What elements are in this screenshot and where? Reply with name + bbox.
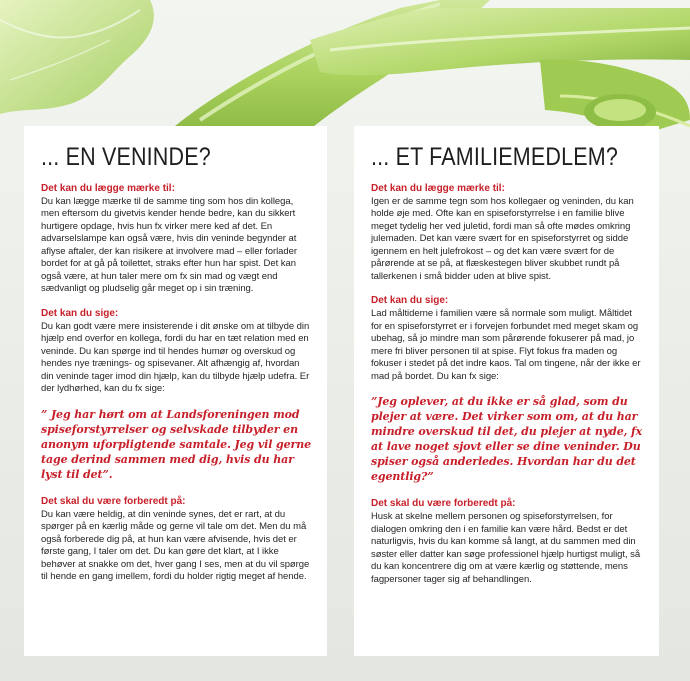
veninde-card [24, 126, 327, 656]
section-body: Lad måltiderne i familien være så normale som muligt. Måltidet for en spiseforstyrret er i forvejen forbundet med meget skam og ubehag, så jo mindre man som pårørende fokuserer på mad, jo mere fri bliver personen til at spise. Flyt fokus fra maden og fokuser i stedet på det indre kaos. Tal om tingene, når der ikke er mad på bordet. Du kan fx sige: [371, 308, 641, 382]
section-body: Du kan godt være mere insisterende i dit ønske om at tilbyde din hjælp end overfor en kollega, fordi du har en tæt relation med en veninde. Du kan spørge ind til hendes humør og overskud og hendes nye trænings- og spisevaner. Alt afhængig af, hvordan din veninde tager imod din hjælp, kan du tilbyde hjælp udefra. Er der lydhørhed, kan du fx sige: [41, 320, 310, 395]
card-title: ... EN VENINDE? [41, 143, 211, 171]
section-heading: Det kan du sige: [371, 295, 449, 307]
section-heading: Det kan du sige: [41, 307, 119, 319]
section-body: Du kan være heldig, at din veninde synes, det er rart, at du spørger på en kærlig måde og gerne vil tale om det. Men du må også forberede dig på, at hun kan være afvisende, hvis det er første gang, I taler om det. Du kan gøre det klart, at I ikke behøver at snakke om det, hver gang I ses, men at du vil spørge til hende en gang imellem, fordi du holder rigtig meget af hende. [41, 508, 310, 583]
section-body: Du kan lægge mærke til de samme ting som hos din kollega, men eftersom du givetvis kender hende bedre, kan du sikkert hurtigere opdage, hvis hun fx virker mere ked af det. En advarselslampe kan også være, hvis din veninde begynder at aflyse aftaler, der kan risikere at involvere mad – eller forlader bordet for at gå på toilettet, straks efter hun har spist. Det kan også være, at hun taler mere om fx sin mad og vægt end sædvanligt og pludselig går meget op i sin træning. [41, 195, 297, 295]
section-heading: Det kan du lægge mærke til: [371, 182, 505, 194]
section-heading: Det skal du være forberedt på: [41, 495, 186, 507]
quote-text: ”Jeg oplever, at du ikke er så glad, som du plejer at være. Det virker som om, at du har mindre overskud til det, du plejer at nyde, fx at lave noget sjovt eller se dine veninder. Du spiser også anderledes. Hvordan har du det egentlig?” [371, 395, 643, 484]
section-body: Husk at skelne mellem personen og spiseforstyrrelsen, for dialogen omkring den i en familie kan være hård. Bedst er det naturligvis, hvis du kan komme så langt, at du sammen med din søster eller datter kan søge professionel hjælp hurtigst muligt, så du kan koncentrere dig om at være kærlig og støttende, mens fagpersoner tager sig af behandlingen. [371, 511, 641, 585]
familiemedlem-card [354, 126, 659, 656]
card-title: ... ET FAMILIEMEDLEM? [371, 143, 618, 171]
section-heading: Det kan du lægge mærke til: [41, 182, 175, 194]
section-heading: Det skal du være forberedt på: [371, 498, 516, 510]
section-body: Igen er de samme tegn som hos kollegaer og veninden, du kan holde øje med. Ofte kan en spiseforstyrrelse i en familie blive meget tydelig her ved juletid, fordi man så ofte mødes omkring julemaden. Det kan være svært for en spiseforstyrret og sidde igennem en helt julefrokost – og det kan være svært for de pårørende at se på, at flæskestegen bliver skubbet rundt på tallerkenen i små bidder uden at blive spist. [371, 195, 634, 282]
quote-text: ” Jeg har hørt om at Landsforeningen mod spiseforstyrrelser og selvskade tilbyder en anonym uforpligtende samtale. Jeg vil gerne tage derind sammen med dig, hvis du har lyst til det”. [41, 407, 312, 481]
